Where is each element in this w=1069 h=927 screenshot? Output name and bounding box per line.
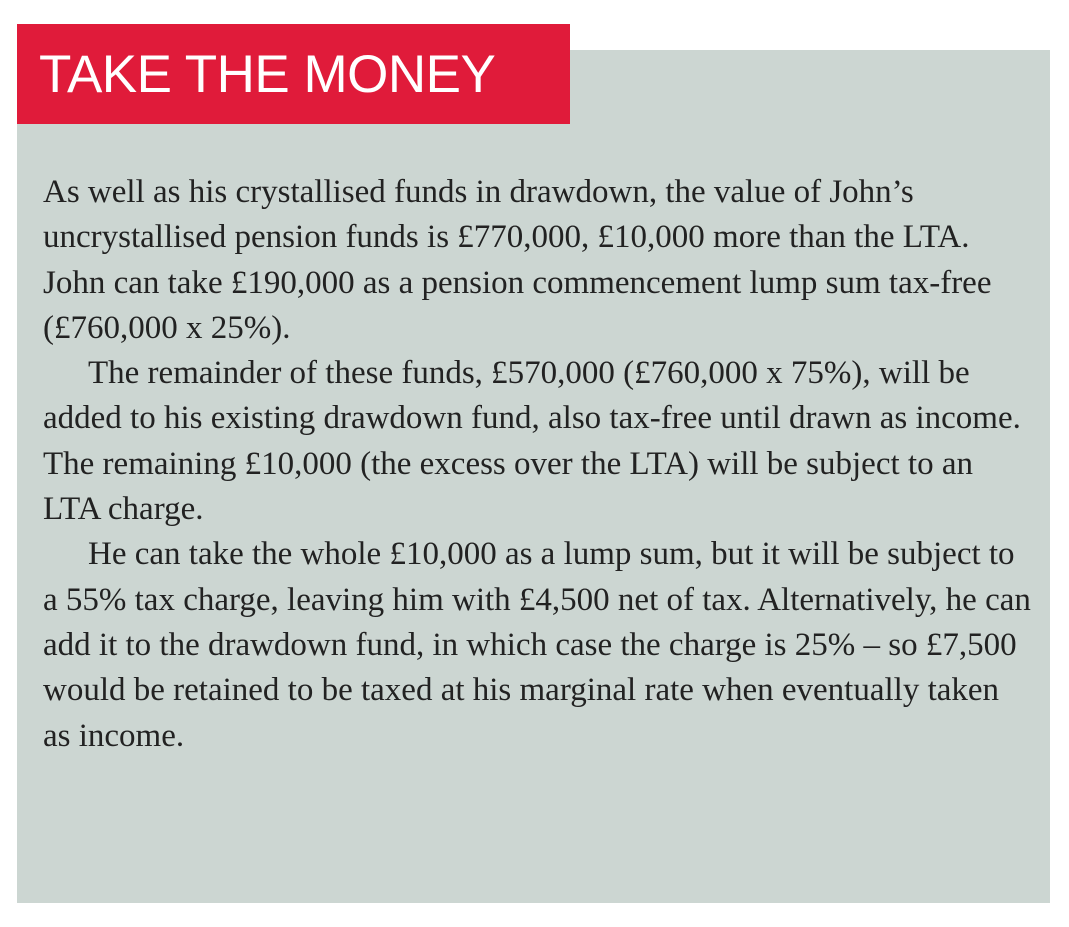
paragraph-tax-options: He can take the whole £10,000 as a lump sum, but it will be subject to a 55% tax charge, leaving him with £4,500 net of tax. Alternatively, he can add it to the drawdown fund, in which case the charge is 25% – so £7,500 would be retained to be taxed at his marginal rate when eventually taken as income. bbox=[43, 536, 1031, 754]
boxout-body bbox=[43, 170, 1033, 759]
boxout-header bbox=[17, 24, 570, 124]
paragraph-remainder: The remainder of these funds, £570,000 (£760,000 x 75%), will be added to his existing drawdown fund, also tax-free until drawn as income. The remaining £10,000 (the excess over the LTA) will be subject to an LTA charge. bbox=[43, 355, 1021, 528]
paragraph-lump-sum: As well as his crystallised funds in drawdown, the value of John’s uncrystallised pension funds is £770,000, £10,000 more than the LTA. John can take £190,000 as a pension commencement lump sum tax-free (£760,000 x 25%). bbox=[43, 174, 992, 346]
boxout-title: TAKE THE MONEY bbox=[39, 44, 496, 104]
